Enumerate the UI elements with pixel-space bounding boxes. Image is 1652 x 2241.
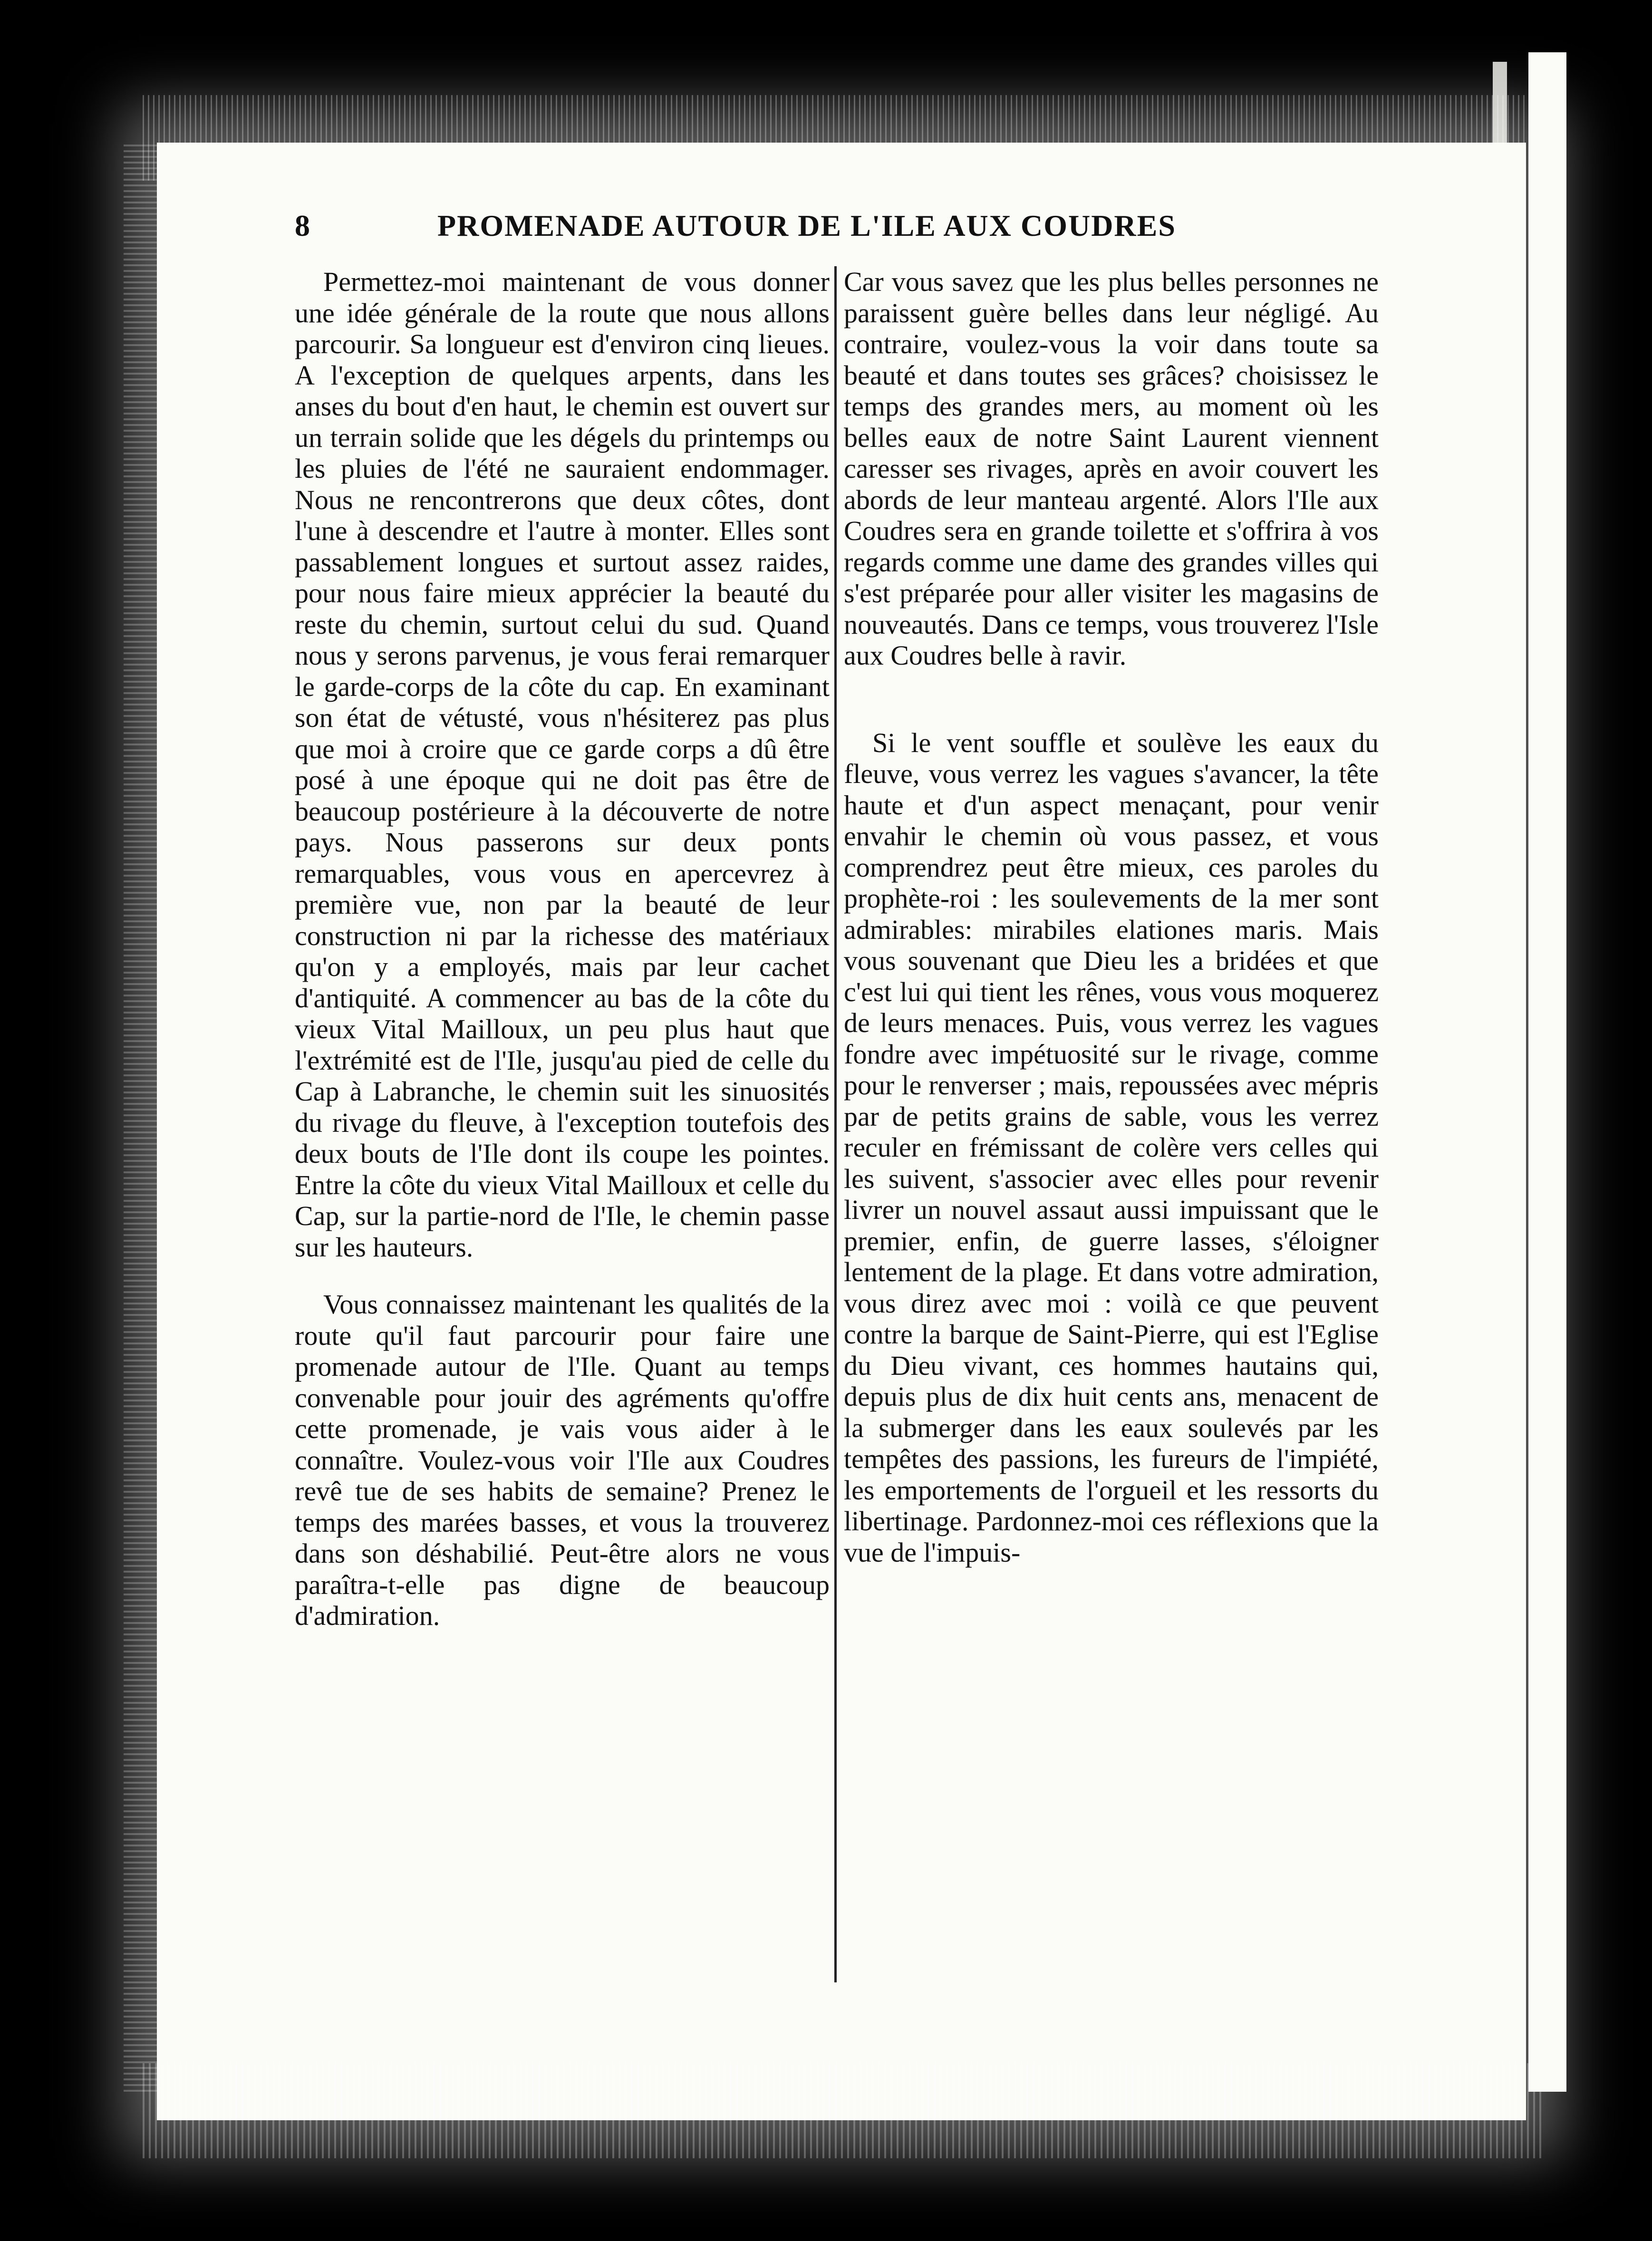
page-number: 8	[295, 209, 311, 242]
right-paragraph: Si le vent souffle et soulève les eaux du fleuve, vous verrez les vagues s'avancer, la tête haute et d'un aspect menaçant, pour venir envahir le chemin où vous passez, et vous comprendrez peut être mieux, ces paroles du prophète-roi : les soulevements de la mer sont admirables: mirabiles elationes maris. Mais vous souvenant que Dieu les a bridées et que c'est lui qui tient les rênes, vous vous moquerez de leurs menaces. Puis, vous verrez les vagues fondre avec impétuosité sur le rivage, comme pour le renverser ; mais, repoussées avec mépris par de petits grains de sable, vous les verrez reculer en frémissant de colère vers celles qui les suivent, s'associer avec elles pour revenir livrer un nouvel assaut aussi impuissant que le premier, enfin, de guerre lasses, s'éloigner lentement de la plage. Et dans votre admiration, vous direz avec moi : voilà ce que peuvent contre la barque de Saint-Pierre, qui est l'Eglise du Dieu vivant, ces hommes hautains qui, depuis plus de dix huit cents ans, menacent de la submerger dans les eaux soulevés par les tempêtes des passions, les fureurs de l'impiété, les emportements de l'orgueil et les ressorts du libertinage. Pardonnez-moi ces réflexions que la vue de l'impuis-	[844, 727, 1379, 1568]
running-head: PROMENADE AUTOUR DE L'ILE AUX COUDRES	[437, 209, 1176, 242]
left-column	[295, 266, 830, 1632]
page-right-edge	[1493, 62, 1507, 2082]
column-divider	[834, 266, 837, 1982]
right-paragraph: Car vous savez que les plus belles personnes ne paraissent guère belles dans leur négligé. Au contraire, voulez-vous la voir dans toute sa beauté et dans toutes ses grâces? choisissez le temps des grandes mers, au moment où les belles eaux de notre Saint Laurent viennent caresser ses rivages, après en avoir couvert les abords de leur manteau argenté. Alors l'Ile aux Coudres sera en grande toilette et s'offrira à vos regards comme une dame des grandes villes qui s'est préparée pour aller visiter les magasins de nouveautés. Dans ce temps, vous trouverez l'Isle aux Coudres belle à ravir.	[844, 266, 1379, 671]
left-paragraph: Vous connaissez maintenant les qualités de la route qu'il faut parcourir pour faire une promenade autour de l'Ile. Quant au temps convenable pour jouir des agréments qu'offre cette promenade, je vais vous aider à le connaître. Voulez-vous voir l'Ile aux Coudres revê tue de ses habits de semaine? Prenez le temps des marées basses, et vous la trouverez dans son déshabilié. Peut-être alors ne vous paraîtra-t-elle pas digne de beaucoup d'admiration.	[295, 1289, 830, 1631]
left-paragraph: Permettez-moi maintenant de vous donner une idée générale de la route que nous allons parcourir. Sa longueur est d'environ cinq lieues. A l'exception de quelques arpents, dans les anses du bout d'en haut, le chemin est ouvert sur un terrain solide que les dégels du printemps ou les pluies de l'été ne sauraient endommager. Nous ne rencontrerons que deux côtes, dont l'une à descendre et l'autre à monter. Elles sont passablement longues et surtout assez raides, pour nous faire mieux apprécier la beauté du reste du chemin, surtout celui du sud. Quand nous y serons parvenus, je vous ferai remarquer le garde-corps de la côte du cap. En examinant son état de vétusté, vous n'hésiterez pas plus que moi à croire que ce garde corps a dû être posé à une époque qui ne doit pas être de beaucoup postérieure à la découverte de notre pays. Nous passerons sur deux ponts remarquables, vous vous en apercevrez à première vue, non par la beauté de leur construction ni par la richesse des matériaux qu'on y a employés, mais par leur cachet d'antiquité. A commencer au bas de la côte du vieux Vital Mailloux, un peu plus haut que l'extrémité est de l'Ile, jusqu'au pied de celle du Cap à Labranche, le chemin suit les sinuosités du rivage du fleuve, à l'exception toutefois des deux bouts de l'Ile dont ils coupe les pointes. Entre la côte du vieux Vital Mailloux et celle du Cap, sur la partie-nord de l'Ile, le chemin passe sur les hauteurs.	[295, 266, 830, 1263]
scan-noise-bottom	[143, 2063, 1545, 2158]
right-column	[844, 266, 1379, 1568]
page-header	[295, 208, 1274, 251]
adjacent-page-strip	[1528, 52, 1566, 2092]
